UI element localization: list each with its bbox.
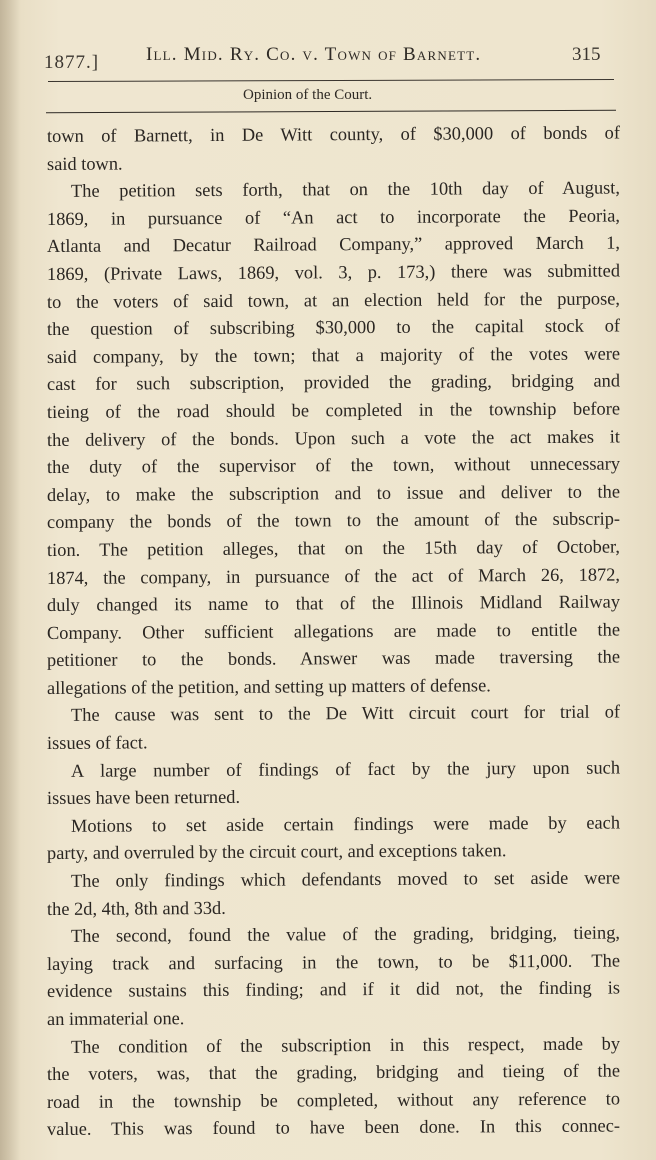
header-rule-bottom xyxy=(46,110,616,113)
opinion-text xyxy=(47,123,620,1144)
text-line: company the bonds of the town to the amount of the subscrip- xyxy=(46,508,621,533)
text-line: the question of subscribing $30,000 to the capital stock of xyxy=(46,315,621,340)
text-line: party, and overruled by the circuit court, and exceptions taken. xyxy=(46,840,507,864)
text-line: The condition of the subscription in this respect, made by xyxy=(70,1033,621,1057)
text-line: 1869, (Private Laws, 1869, vol. 3, p. 173,) there was submitted xyxy=(46,260,621,284)
text-line: The only findings which defendants moved to set aside were xyxy=(70,867,621,891)
text-line: to the voters of said town, at an election held for the purpose, xyxy=(46,288,621,312)
text-line: said town. xyxy=(46,153,123,174)
page-header xyxy=(0,0,656,110)
text-line: the voters, was, that the grading, bridging and tieing of the xyxy=(46,1060,621,1085)
text-line: an immaterial one. xyxy=(46,1008,185,1029)
text-line: laying track and surfacing in the town, to be $11,000. The xyxy=(46,950,621,974)
text-line: the duty of the supervisor of the town, without unnecessary xyxy=(46,453,621,478)
text-line: The second, found the value of the grading, bridging, tieing, xyxy=(70,922,621,947)
running-title: Ill. Mid. Ry. Co. v. Town of Barnett. xyxy=(146,44,482,65)
text-line: Atlanta and Decatur Railroad Company,” approved March 1, xyxy=(46,232,621,257)
text-line: duly changed its name to that of the Illinois Midland Railway xyxy=(46,591,621,616)
text-line: the 2d, 4th, 8th and 33d. xyxy=(46,897,226,919)
text-line: said company, by the town; that a majority of the votes were xyxy=(46,343,621,367)
text-line: Company. Other sufficient allegations are made to entitle the xyxy=(46,619,621,643)
text-line: The petition sets forth, that on the 10th day of August, xyxy=(70,177,621,202)
text-line: Motions to set aside certain findings were made by each xyxy=(70,812,621,836)
text-line: issues have been returned. xyxy=(46,787,241,809)
binding-shadow xyxy=(0,0,20,1160)
header-year: 1877.] xyxy=(44,52,100,73)
text-line: petitioner to the bonds. Answer was made traversing the xyxy=(46,646,621,671)
text-line: The cause was sent to the De Witt circuit court for trial of xyxy=(70,701,621,726)
page-number: 315 xyxy=(572,44,601,65)
text-line: tion. The petition alleges, that on the 15th day of October, xyxy=(46,536,621,560)
text-line: 1869, in pursuance of “An act to incorporate the Peoria, xyxy=(46,205,621,229)
text-line: tieing of the road should be completed in the township before xyxy=(46,398,621,422)
text-line: allegations of the petition, and setting up matters of defense. xyxy=(46,675,491,698)
text-line: delay, to make the subscription and to issue and deliver to the xyxy=(46,481,621,505)
text-line: town of Barnett, in De Witt county, of $30,000 of bonds of xyxy=(46,122,621,146)
text-line: value. This was found to have been done. In this connec- xyxy=(46,1115,621,1140)
text-line: 1874, the company, in pursuance of the act of March 26, 1872, xyxy=(46,564,621,588)
text-line: cast for such subscription, provided the grading, bridging and xyxy=(46,370,621,395)
opinion-label: Opinion of the Court. xyxy=(243,87,373,103)
text-line: the delivery of the bonds. Upon such a vote the act makes it xyxy=(46,426,621,450)
text-line: evidence sustains this finding; and if it did not, the finding is xyxy=(46,977,621,1002)
text-line: issues of fact. xyxy=(46,732,148,754)
text-line: A large number of findings of fact by the jury upon such xyxy=(70,757,621,781)
header-rule-top xyxy=(48,79,614,82)
text-line: road in the township be completed, without any reference to xyxy=(46,1088,621,1112)
